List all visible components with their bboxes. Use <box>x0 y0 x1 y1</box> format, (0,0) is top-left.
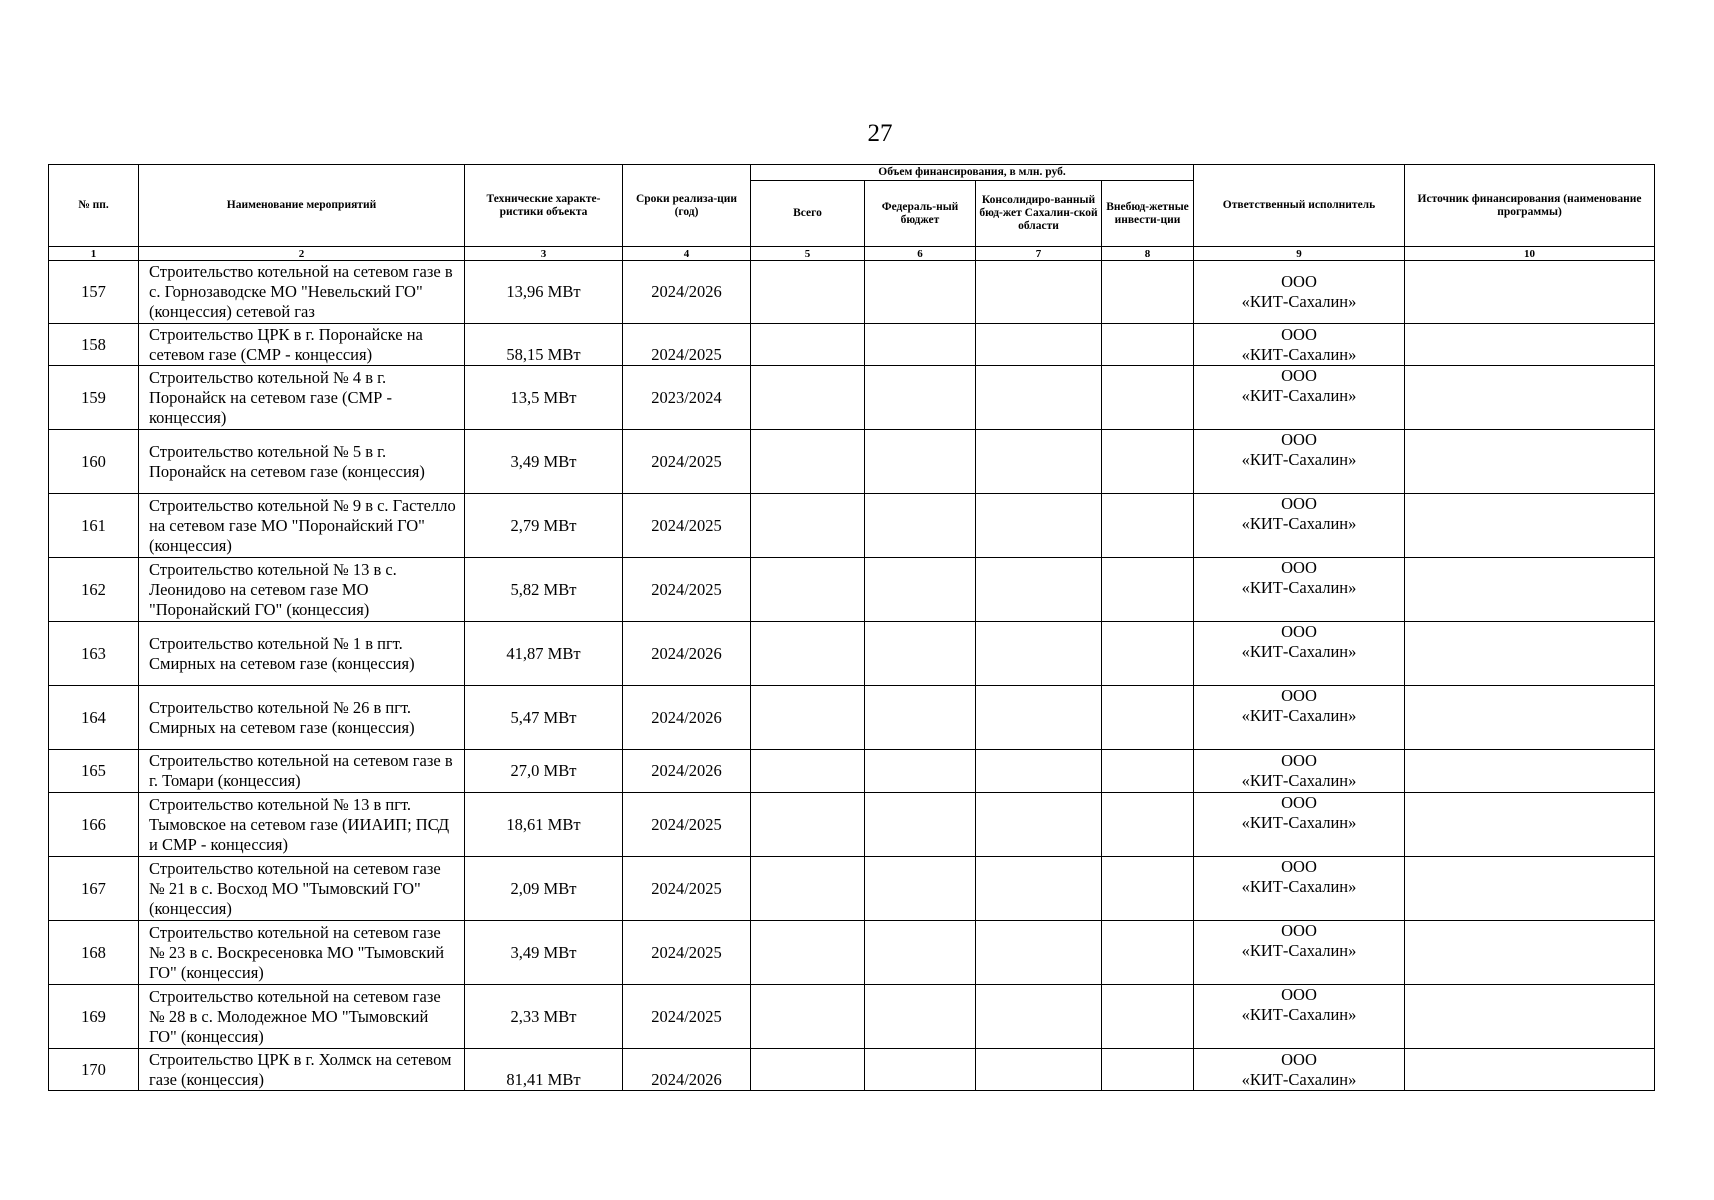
table-row <box>49 793 1655 857</box>
row-tech: 2,09 МВт <box>465 857 623 921</box>
header-federal: Федераль-ный бюджет <box>865 181 976 247</box>
row-number: 157 <box>49 261 139 324</box>
resp-org: ООО <box>1281 686 1317 705</box>
resp-company: «КИТ-Сахалин» <box>1241 642 1357 661</box>
row-federal <box>865 921 976 985</box>
row-responsible <box>1194 1049 1405 1091</box>
row-number: 162 <box>49 558 139 622</box>
resp-org: ООО <box>1281 430 1317 449</box>
table-row <box>49 430 1655 494</box>
row-consolidated <box>976 686 1102 750</box>
row-responsible <box>1194 261 1405 324</box>
row-name: Строительство котельной на сетевом газе в г. Томари (концессия) <box>139 750 465 793</box>
resp-org: ООО <box>1281 793 1317 812</box>
resp-company: «КИТ-Сахалин» <box>1241 941 1357 960</box>
row-term: 2024/2025 <box>623 430 751 494</box>
table-row <box>49 686 1655 750</box>
resp-org: ООО <box>1281 494 1317 513</box>
row-responsible <box>1194 921 1405 985</box>
row-term: 2024/2026 <box>623 622 751 686</box>
row-total <box>751 558 865 622</box>
row-tech: 27,0 МВт <box>465 750 623 793</box>
table-row <box>49 921 1655 985</box>
row-tech: 13,5 МВт <box>465 366 623 430</box>
row-offbudget <box>1102 430 1194 494</box>
row-source <box>1405 686 1655 750</box>
row-term: 2024/2026 <box>623 261 751 324</box>
row-number: 159 <box>49 366 139 430</box>
table-row <box>49 622 1655 686</box>
resp-company: «КИТ-Сахалин» <box>1241 813 1357 832</box>
resp-company: «КИТ-Сахалин» <box>1241 344 1357 364</box>
column-number: 6 <box>865 247 976 261</box>
page-number: 27 <box>867 120 893 147</box>
row-number: 166 <box>49 793 139 857</box>
row-source <box>1405 494 1655 558</box>
row-offbudget <box>1102 750 1194 793</box>
resp-org: ООО <box>1281 366 1317 385</box>
row-number: 165 <box>49 750 139 793</box>
row-offbudget <box>1102 558 1194 622</box>
table-row <box>49 750 1655 793</box>
resp-org: ООО <box>1281 985 1317 1004</box>
row-federal <box>865 622 976 686</box>
row-total <box>751 261 865 324</box>
header-source: Источник финансирования (наименование программы) <box>1405 165 1655 247</box>
row-federal <box>865 793 976 857</box>
row-consolidated <box>976 494 1102 558</box>
row-term: 2024/2025 <box>623 494 751 558</box>
row-number: 160 <box>49 430 139 494</box>
row-federal <box>865 686 976 750</box>
resp-org: ООО <box>1281 751 1317 770</box>
row-name: Строительство котельной на сетевом газе № 21 в с. Восход МО "Тымовский ГО" (концессия) <box>139 857 465 921</box>
row-federal <box>865 1049 976 1091</box>
row-consolidated <box>976 1049 1102 1091</box>
resp-company: «КИТ-Сахалин» <box>1241 386 1357 405</box>
table-row <box>49 857 1655 921</box>
row-term: 2024/2025 <box>623 921 751 985</box>
row-number: 170 <box>49 1049 139 1091</box>
resp-company: «КИТ-Сахалин» <box>1241 578 1357 597</box>
row-source <box>1405 985 1655 1049</box>
row-source <box>1405 921 1655 985</box>
row-name: Строительство котельной № 13 в с. Леонидово на сетевом газе МО "Поронайский ГО" (концессия) <box>139 558 465 622</box>
column-number: 2 <box>139 247 465 261</box>
row-consolidated <box>976 261 1102 324</box>
header-offbudget: Внебюд-жетные инвести-ции <box>1102 181 1194 247</box>
header-term: Сроки реализа-ции (год) <box>623 165 751 247</box>
column-number: 8 <box>1102 247 1194 261</box>
header-name: Наименование мероприятий <box>139 165 465 247</box>
row-total <box>751 686 865 750</box>
resp-company: «КИТ-Сахалин» <box>1241 877 1357 896</box>
resp-org: ООО <box>1281 324 1317 344</box>
row-source <box>1405 558 1655 622</box>
row-offbudget <box>1102 1049 1194 1091</box>
table-row <box>49 324 1655 366</box>
row-responsible <box>1194 750 1405 793</box>
resp-org: ООО <box>1281 622 1317 641</box>
table-row <box>49 494 1655 558</box>
row-tech: 5,47 МВт <box>465 686 623 750</box>
row-offbudget <box>1102 324 1194 366</box>
row-tech: 3,49 МВт <box>465 921 623 985</box>
row-consolidated <box>976 985 1102 1049</box>
row-consolidated <box>976 366 1102 430</box>
row-source <box>1405 622 1655 686</box>
row-federal <box>865 494 976 558</box>
row-name: Строительство котельной № 26 в пгт. Смирных на сетевом газе (концессия) <box>139 686 465 750</box>
row-tech: 2,79 МВт <box>465 494 623 558</box>
row-number: 167 <box>49 857 139 921</box>
row-source <box>1405 430 1655 494</box>
row-source <box>1405 366 1655 430</box>
row-number: 164 <box>49 686 139 750</box>
row-total <box>751 857 865 921</box>
row-total <box>751 921 865 985</box>
row-name: Строительство котельной № 1 в пгт. Смирных на сетевом газе (концессия) <box>139 622 465 686</box>
row-number: 158 <box>49 324 139 366</box>
row-total <box>751 430 865 494</box>
resp-company: «КИТ-Сахалин» <box>1241 1069 1357 1089</box>
row-responsible <box>1194 430 1405 494</box>
row-total <box>751 793 865 857</box>
row-consolidated <box>976 558 1102 622</box>
row-offbudget <box>1102 686 1194 750</box>
header-responsible: Ответственный исполнитель <box>1194 165 1405 247</box>
row-name: Строительство ЦРК в г. Холмск на сетевом газе (концессия) <box>139 1049 465 1091</box>
row-tech: 5,82 МВт <box>465 558 623 622</box>
row-total <box>751 750 865 793</box>
row-term: 2024/2026 <box>623 1049 751 1091</box>
resp-org: ООО <box>1281 558 1317 577</box>
row-offbudget <box>1102 366 1194 430</box>
row-offbudget <box>1102 921 1194 985</box>
row-term: 2024/2025 <box>623 558 751 622</box>
row-name: Строительство котельной на сетевом газе № 28 в с. Молодежное МО "Тымовский ГО" (концессия) <box>139 985 465 1049</box>
row-federal <box>865 366 976 430</box>
row-federal <box>865 857 976 921</box>
row-term: 2024/2025 <box>623 324 751 366</box>
row-tech: 81,41 МВт <box>465 1049 623 1091</box>
table-row <box>49 985 1655 1049</box>
row-federal <box>865 430 976 494</box>
table-row <box>49 366 1655 430</box>
row-tech: 2,33 МВт <box>465 985 623 1049</box>
row-name: Строительство ЦРК в г. Поронайске на сетевом газе (СМР - концессия) <box>139 324 465 366</box>
row-offbudget <box>1102 857 1194 921</box>
row-source <box>1405 750 1655 793</box>
column-number: 7 <box>976 247 1102 261</box>
row-responsible <box>1194 985 1405 1049</box>
row-federal <box>865 750 976 793</box>
column-number: 4 <box>623 247 751 261</box>
row-offbudget <box>1102 261 1194 324</box>
row-term: 2024/2025 <box>623 985 751 1049</box>
row-source <box>1405 324 1655 366</box>
table-header <box>49 165 1655 261</box>
row-offbudget <box>1102 494 1194 558</box>
row-responsible <box>1194 857 1405 921</box>
row-responsible <box>1194 793 1405 857</box>
row-number: 163 <box>49 622 139 686</box>
header-total: Всего <box>751 181 865 247</box>
row-responsible <box>1194 622 1405 686</box>
row-consolidated <box>976 750 1102 793</box>
resp-company: «КИТ-Сахалин» <box>1241 514 1357 533</box>
header-consolidated: Консолидиро-ванный бюд-жет Сахалин-ской области <box>976 181 1102 247</box>
row-term: 2024/2025 <box>623 857 751 921</box>
row-total <box>751 1049 865 1091</box>
row-tech: 41,87 МВт <box>465 622 623 686</box>
row-offbudget <box>1102 793 1194 857</box>
resp-org: ООО <box>1281 857 1317 876</box>
column-number: 10 <box>1405 247 1655 261</box>
row-tech: 13,96 МВт <box>465 261 623 324</box>
row-consolidated <box>976 430 1102 494</box>
row-responsible <box>1194 366 1405 430</box>
row-tech: 58,15 МВт <box>465 324 623 366</box>
row-consolidated <box>976 622 1102 686</box>
row-offbudget <box>1102 985 1194 1049</box>
row-number: 161 <box>49 494 139 558</box>
row-total <box>751 324 865 366</box>
row-federal <box>865 324 976 366</box>
row-consolidated <box>976 324 1102 366</box>
row-number: 169 <box>49 985 139 1049</box>
resp-org: ООО <box>1281 1049 1317 1069</box>
column-number: 1 <box>49 247 139 261</box>
row-source <box>1405 857 1655 921</box>
resp-company: «КИТ-Сахалин» <box>1241 771 1357 790</box>
row-source <box>1405 793 1655 857</box>
row-number: 168 <box>49 921 139 985</box>
row-tech: 18,61 МВт <box>465 793 623 857</box>
row-consolidated <box>976 857 1102 921</box>
row-responsible <box>1194 324 1405 366</box>
row-federal <box>865 985 976 1049</box>
column-number: 5 <box>751 247 865 261</box>
row-term: 2024/2025 <box>623 793 751 857</box>
header-num: № пп. <box>49 165 139 247</box>
row-offbudget <box>1102 622 1194 686</box>
row-total <box>751 622 865 686</box>
resp-company: «КИТ-Сахалин» <box>1241 292 1357 311</box>
row-source <box>1405 261 1655 324</box>
resp-org: ООО <box>1281 272 1317 291</box>
resp-company: «КИТ-Сахалин» <box>1241 450 1357 469</box>
row-responsible <box>1194 494 1405 558</box>
row-term: 2024/2026 <box>623 750 751 793</box>
row-name: Строительство котельной № 5 в г. Поронайск на сетевом газе (концессия) <box>139 430 465 494</box>
row-federal <box>865 558 976 622</box>
row-consolidated <box>976 921 1102 985</box>
row-name: Строительство котельной на сетевом газе в с. Горнозаводске МО "Невельский ГО" (концессия) сетевой газ <box>139 261 465 324</box>
table-row <box>49 1049 1655 1091</box>
row-name: Строительство котельной № 13 в пгт. Тымовское на сетевом газе (ИИАИП; ПСД и СМР - концессия) <box>139 793 465 857</box>
row-federal <box>865 261 976 324</box>
row-term: 2023/2024 <box>623 366 751 430</box>
table-row <box>49 558 1655 622</box>
column-number: 3 <box>465 247 623 261</box>
row-tech: 3,49 МВт <box>465 430 623 494</box>
resp-company: «КИТ-Сахалин» <box>1241 706 1357 725</box>
header-funding-group: Объем финансирования, в млн. руб. <box>751 165 1194 181</box>
row-term: 2024/2026 <box>623 686 751 750</box>
column-number: 9 <box>1194 247 1405 261</box>
resp-org: ООО <box>1281 921 1317 940</box>
row-total <box>751 985 865 1049</box>
row-name: Строительство котельной № 9 в с. Гастелло на сетевом газе МО "Поронайский ГО" (концессия) <box>139 494 465 558</box>
row-source <box>1405 1049 1655 1091</box>
funding-table <box>48 164 1655 1091</box>
row-total <box>751 494 865 558</box>
row-responsible <box>1194 558 1405 622</box>
row-name: Строительство котельной на сетевом газе № 23 в с. Воскресеновка МО "Тымовский ГО" (концессия) <box>139 921 465 985</box>
header-tech: Технические характе-ристики объекта <box>465 165 623 247</box>
row-total <box>751 366 865 430</box>
row-consolidated <box>976 793 1102 857</box>
table-row <box>49 261 1655 324</box>
row-name: Строительство котельной № 4 в г. Поронайск на сетевом газе (СМР - концессия) <box>139 366 465 430</box>
resp-company: «КИТ-Сахалин» <box>1241 1005 1357 1024</box>
row-responsible <box>1194 686 1405 750</box>
